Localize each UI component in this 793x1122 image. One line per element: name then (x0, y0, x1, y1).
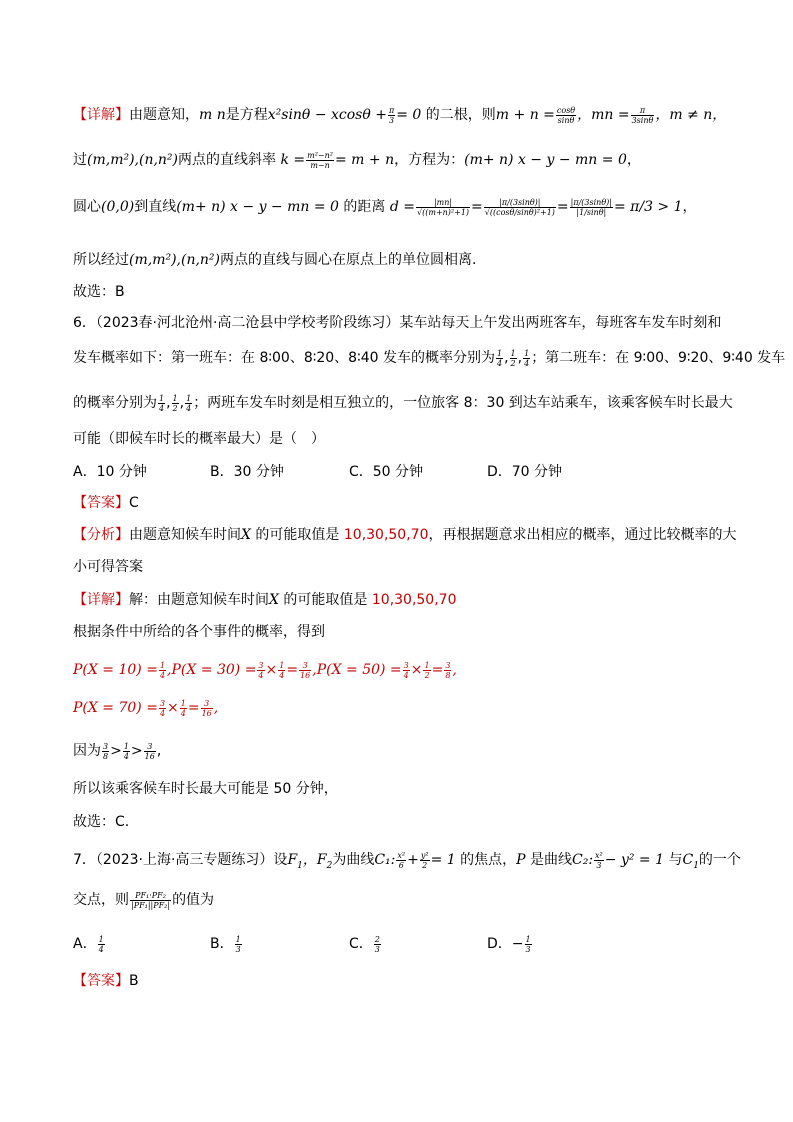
q6-stem-line-2: 发车概率如下：第一班车：在 8∶00、8∶20、8∶40 发车的概率分别为 $\frac{1}{4}$ , $\frac{1}{2}$ , $\frac{1}{4}$ ；第二班车：在 9∶00、9∶20、9∶40 发车 (73, 348, 786, 368)
q7-stem-line-1: 7．（2023·上海·高三专题练习）设$F_1$，$F_2$为曲线C₁: $\frac{\text{x²}}{6}$ + $\frac{\text{y²}}{2}$ = 1 的焦点，P 是曲线C₂: $\frac{\text{x²}}{3}$ − y² = 1 与$C_1$的一个 (73, 850, 741, 871)
q6-prob-line-1: P(X = 10) = $\frac{1}{4}$ ,P(X = 30) = $\frac{3}{4}$ × $\frac{1}{4}$ = $\frac{3}{16}$ ,P(X = 50) = $\frac{3}{4}$ × $\frac{1}{2}$ = $\frac{3}{8}$ , (73, 660, 457, 680)
fraction: $\frac{\cos\theta}{\sin\theta}$ (556, 105, 576, 125)
q6-answer: 【答案】C (73, 495, 139, 511)
q6-detail-line-2: 根据条件中所给的各个事件的概率，得到 (73, 624, 325, 640)
q6-option-d: D．70 分钟 (487, 464, 563, 480)
q7-option-d: D．− $\frac{1}{3}$ (487, 934, 531, 954)
q6-stem-line-4: 可能（即候车时长的概率最大）是（ ） (73, 431, 325, 447)
q6-stem-line-3: 的概率分别为 $\frac{1}{4}$ , $\frac{1}{2}$ , $\frac{1}{4}$ ；两班车发车时刻是相互独立的，一位旅客 8：30 到达车站乘车，该乘客候车时长最大 (73, 393, 733, 413)
q6-compare: 因为 $\frac{3}{8}$ > $\frac{1}{4}$ > $\frac{3}{16}$ , (73, 741, 162, 761)
detail-tag: 【详解】 (73, 107, 129, 123)
q7-stem-line-2: 交点，则 $\frac{\text{PF₁·PF₂}}{\text{|PF₁||PF₂|}}$ 的值为 (73, 890, 215, 910)
q6-conclusion: 所以该乘客候车时长最大可能是 50 分钟， (73, 781, 338, 797)
q6-option-a: A．10 分钟 (73, 464, 147, 480)
q7-option-b: B． $\frac{1}{3}$ (210, 934, 241, 954)
q6-choice: 故选：C. (73, 814, 130, 830)
fraction: $\frac{|\pi/(3\sin\theta)|}{\text{√((cosθ/sinθ)²+1)}}$ (484, 197, 555, 217)
q7-option-a: A． $\frac{1}{4}$ (73, 934, 104, 954)
q7-option-c: C． $\frac{2}{3}$ (349, 934, 380, 954)
fraction: $\frac{|\pi/(3\sin\theta)|}{|1/\sin\theta|}$ (570, 197, 612, 217)
q6-option-b: B．30 分钟 (210, 464, 284, 480)
fraction: $\frac{\pi}{3}$ (388, 105, 395, 125)
q6-analysis-line-2: 小可得答案 (73, 559, 143, 575)
fraction: $\frac{\pi}{3\sin\theta}$ (631, 105, 654, 125)
fraction: $\frac{|mn|}{\text{√((m+n)²+1)}}$ (417, 197, 470, 217)
fraction: $\frac{\text{m²−n²}}{m-n}$ (307, 150, 333, 170)
q6-prob-line-2: P(X = 70) = $\frac{3}{4}$ × $\frac{1}{4}$ = $\frac{3}{16}$ , (73, 698, 219, 718)
solution-line-2: 过(m,m²),(n,n²)两点的直线斜率 k = $\frac{\text{m²−n²}}{m-n}$ = m + n，方程为：(m+ n) x − y − mn = 0， (73, 150, 641, 170)
q7-answer: 【答案】B (73, 973, 139, 989)
solution-line-3: 圆心(0,0)到直线(m+ n) x − y − mn = 0 的距离 d = $\frac{|mn|}{\text{√((m+n)²+1)}}$ = $\frac{|\pi/(3\sin\theta)|}{\text{√((cosθ/sinθ)²+1)}}$ = $\frac{|\pi/(3\sin\theta)|}{|1/\sin\theta|}$ = π/3 > 1， (73, 197, 697, 217)
q6-option-c: C．50 分钟 (349, 464, 424, 480)
solution-line-1: 【详解】由题意知，m n是方程x²sinθ − xcosθ + $\frac{\pi}{3}$ = 0 的二根，则m + n = $\frac{\cos\theta}{\sin\theta}$ ，mn = $\frac{\pi}{3\sin\theta}$ ，m ≠ n， (73, 105, 727, 125)
choice-line: 故选：B (73, 284, 125, 300)
q6-analysis-line-1: 【分析】由题意知候车时间X 的可能取值是 10,30,50,70，再根据题意求出相应的概率，通过比较概率的大 (73, 527, 737, 543)
solution-line-4: 所以经过(m,m²),(n,n²)两点的直线与圆心在原点上的单位圆相离. (73, 252, 477, 268)
q6-detail-line-1: 【详解】解：由题意知候车时间X 的可能取值是 10,30,50,70 (73, 592, 457, 608)
q6-stem-line-1: 6．（2023春·河北沧州·高二沧县中学校考阶段练习）某车站每天上午发出两班客车，每班客车发车时刻和 (73, 315, 722, 331)
